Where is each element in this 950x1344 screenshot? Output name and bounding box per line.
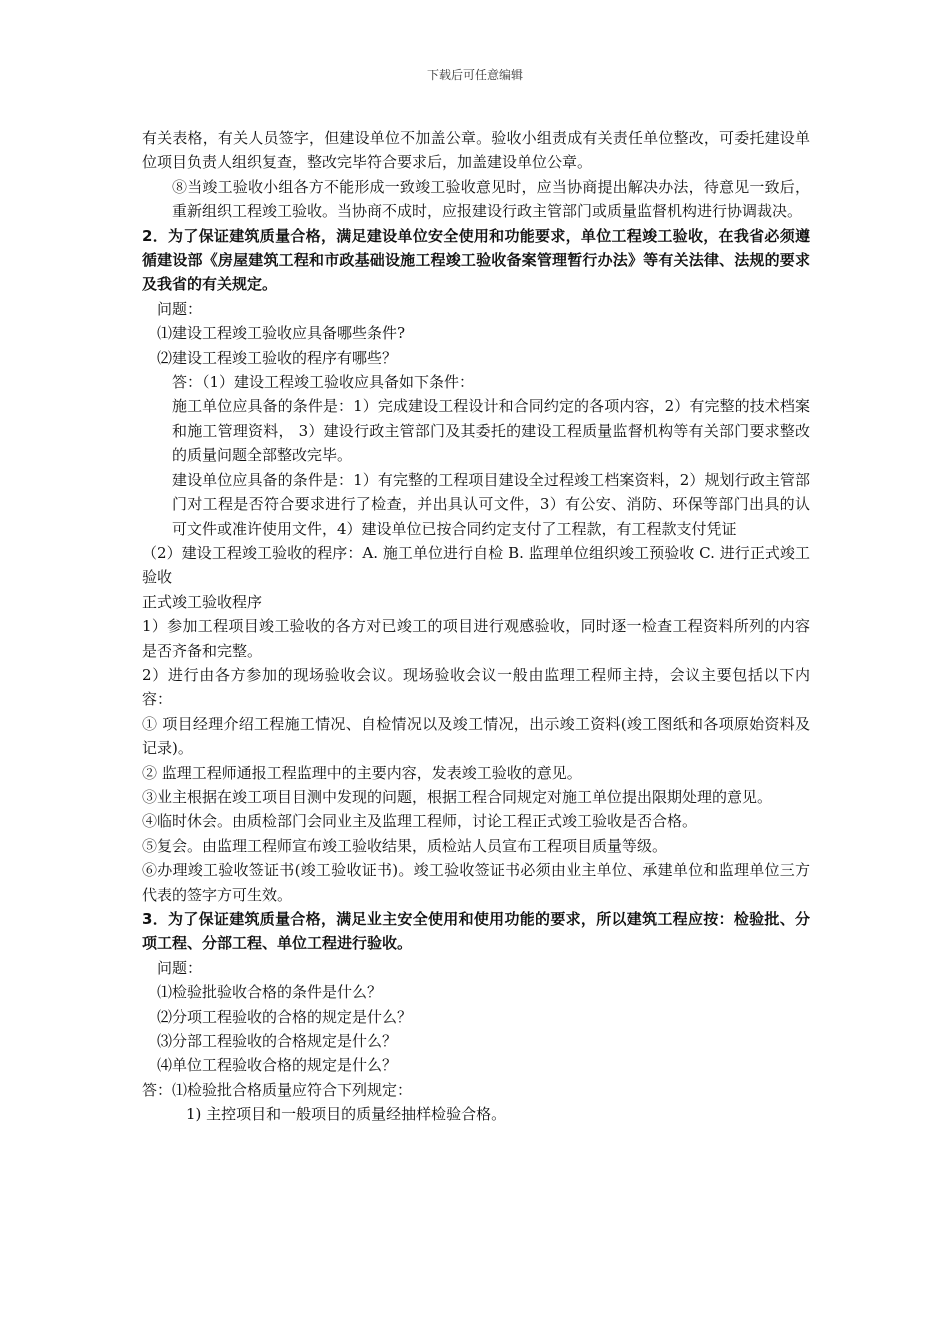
paragraph: 答：（1）建设工程竣工验收应具备如下条件： (172, 373, 475, 392)
paragraph: 正式竣工验收程序 (142, 592, 263, 611)
paragraph: 问题： (157, 299, 203, 318)
paragraph: ⑷单位工程验收合格的规定是什么？ (157, 1056, 398, 1075)
paragraph: ⑥办理竣工验收签证书(竣工验收证书)。竣工验收签证书必须由业主单位、承建单位和监理单位三方代表的签字方可生效。 (142, 861, 810, 904)
paragraph: 2．为了保证建筑质量合格，满足建设单位安全使用和功能要求，单位工程竣工验收，在我省必须遵循建设部《房屋建筑工程和市政基础设施工程竣工验收备案管理暂行办法》等有关法律、法规的要求及我省的有关规定。 (142, 226, 810, 294)
paragraph: 问题： (157, 958, 203, 977)
paragraph: 施工单位应具备的条件是：1）完成建设工程设计和合同约定的各项内容，2）有完整的技术档案和施工管理资料， 3）建设行政主管部门及其委托的建设工程质量监督机构等有关部门要求整改的质量问题全部整改完毕。 (172, 397, 810, 465)
paragraph: ⑵建设工程竣工验收的程序有哪些？ (157, 348, 398, 367)
paragraph: ⑧当竣工验收小组各方不能形成一致竣工验收意见时，应当协商提出解决办法，待意见一致后，重新组织工程竣工验收。当协商不成时，应报建设行政主管部门或质量监督机构进行协调裁决。 (172, 177, 810, 221)
paragraph: ② 监理工程师通报工程监理中的主要内容，发表竣工验收的意见。 (142, 763, 582, 782)
paragraph: ⑴建设工程竣工验收应具备哪些条件? (157, 324, 406, 343)
paragraph: ⑴检验批验收合格的条件是什么？ (157, 983, 383, 1002)
paragraph: ⑤复会。由监理工程师宣布竣工验收结果，质检站人员宣布工程项目质量等级。 (142, 836, 668, 855)
paragraph: ⑶分部工程验收的合格规定是什么？ (157, 1032, 398, 1051)
paragraph: （2）建设工程竣工验收的程序：A. 施工单位进行自检 B. 监理单位组织竣工预验收 C. 进行正式竣工验收 (142, 543, 810, 587)
paragraph: 建设单位应具备的条件是：1）有完整的工程项目建设全过程竣工档案资料，2）规划行政主管部门对工程是否符合要求进行了检查，并出具认可文件，3）有公安、消防、环保等部门出具的认可文件或准许使用文件，4）建设单位已按合同约定支付了工程款，有工程款支付凭证 (172, 470, 810, 538)
paragraph: 答：⑴检验批合格质量应符合下列规定： (142, 1080, 413, 1099)
paragraph: ③业主根据在竣工项目目测中发现的问题，根据工程合同规定对施工单位提出限期处理的意见。 (142, 787, 773, 806)
document-body (142, 126, 810, 1127)
paragraph: 有关表格，有关人员签字，但建设单位不加盖公章。验收小组责成有关责任单位整改，可委托建设单位项目负责人组织复查，整改完毕符合要求后，加盖建设单位公章。 (142, 129, 810, 172)
paragraph: 1) 主控项目和一般项目的质量经抽样检验合格。 (186, 1105, 507, 1124)
paragraph: ① 项目经理介绍工程施工情况、自检情况以及竣工情况，出示竣工资料(竣工图纸和各项原始资料及记录)。 (142, 714, 810, 758)
paragraph: ⑵分项工程验收的合格的规定是什么？ (157, 1007, 413, 1026)
paragraph: 1）参加工程项目竣工验收的各方对已竣工的项目进行观感验收，同时逐一检查工程资料所列的内容是否齐备和完整。 (142, 617, 810, 660)
paragraph: 3．为了保证建筑质量合格，满足业主安全使用和使用功能的要求，所以建筑工程应按：检验批、分项工程、分部工程、单位工程进行验收。 (142, 910, 810, 953)
paragraph: ④临时休会。由质检部门会同业主及监理工程师，讨论工程正式竣工验收是否合格。 (142, 812, 698, 831)
paragraph: 2）进行由各方参加的现场验收会议。现场验收会议一般由监理工程师主持，会议主要包括以下内容： (142, 665, 810, 709)
page-header: 下载后可任意编辑 (426, 68, 523, 82)
